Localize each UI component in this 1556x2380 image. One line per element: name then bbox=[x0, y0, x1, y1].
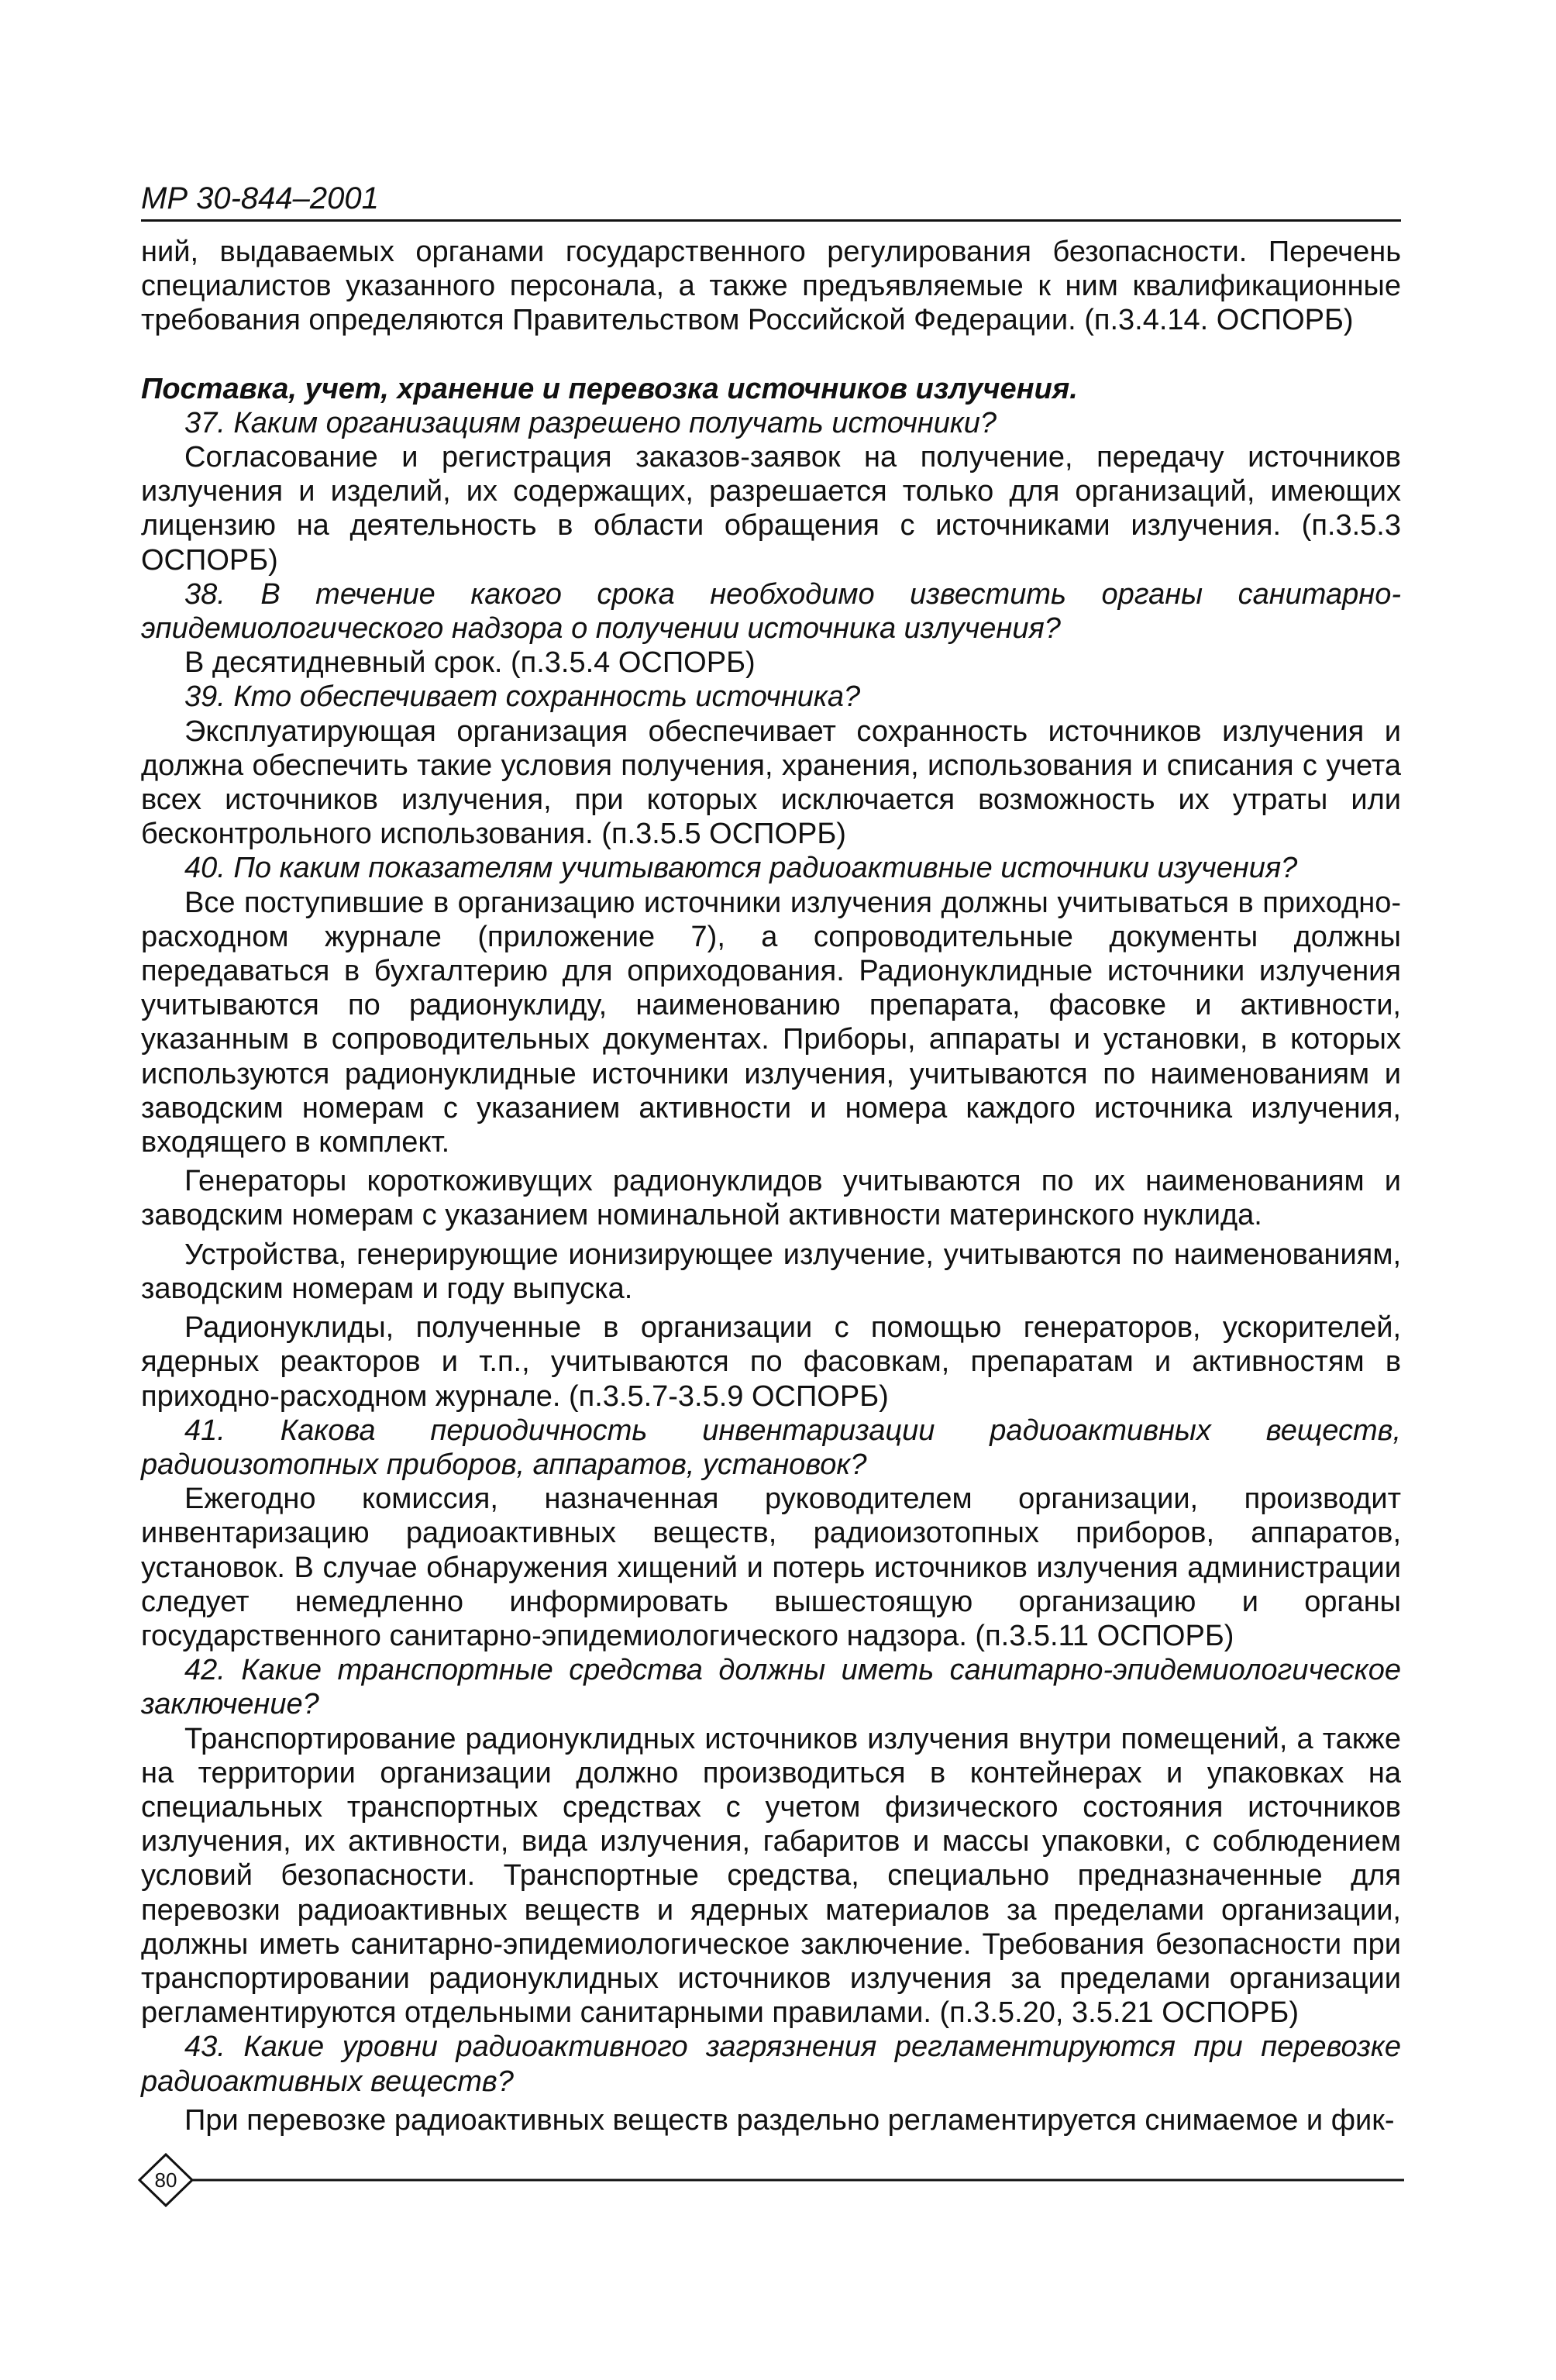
answer-paragraph: Согласование и регистрация заказов-заявок на получение, передачу источников излучения и изделий, их содержащих, разрешается только для организаций, имеющих лицензию на деятельность в области обращения с источниками излучения. (п.3.5.3 ОСПОРБ) bbox=[141, 441, 1401, 577]
question: 38. В течение какого срока необходимо известить органы санитарно-эпидемиологического надзора о получении источника излучения? bbox=[141, 577, 1401, 646]
answer-paragraph: Транспортирование радионуклидных источников излучения внутри помещений, а также на территории организации должно производиться в контейнерах и упаковках на специальных транспортных средствах с учетом физического состояния источников излучения, их активности, вида излучения, габаритов и массы упаковки, с соблюдением условий безопасности. Транспортные средства, специально предназначенные для перевозки радиоактивных веществ и ядерных материалов за пределами организации, должны иметь санитарно-эпидемиологическое заключение. Требования безопасности при транспортировании радионуклидных источников излучения за пределами организации регламентируются отдельными санитарными правилами. (п.3.5.20, 3.5.21 ОСПОРБ) bbox=[141, 1722, 1401, 2030]
body-text bbox=[141, 235, 1401, 2137]
paragraph: ний, выдаваемых органами государственного регулирования безопасности. Перечень специалистов указанного персонала, а также предъявляемые к ним квалификационные требования определяются Правительством Российской Федерации. (п.3.4.14. ОСПОРБ) bbox=[141, 236, 1401, 337]
page-footer bbox=[138, 2153, 1404, 2207]
answer-paragraph: При перевозке радиоактивных веществ раздельно регламентируется снимаемое и фик- bbox=[184, 2103, 1395, 2137]
answer-paragraph: Ежегодно комиссия, назначенная руководителем организации, производит инвентаризацию радиоактивных веществ, радиоизотопных приборов, аппаратов, установок. В случае обнаружения хищений и потерь источников излучения администрации следует немедленно информировать вышестоящую организацию и органы государственного санитарно-эпидемиологического надзора. (п.3.5.11 ОСПОРБ) bbox=[141, 1483, 1401, 1652]
page-number: 80 bbox=[154, 2168, 177, 2192]
header-divider bbox=[141, 219, 1401, 222]
answer-paragraph: В десятидневный срок. (п.3.5.4 ОСПОРБ) bbox=[184, 646, 756, 680]
answer-paragraph: Эксплуатирующая организация обеспечивает сохранность источников излучения и должна обеспечить такие условия получения, хранения, использования и списания с учета всех источников излучения, при которых исключается возможность их утраты или бесконтрольного использования. (п.3.5.5 ОСПОРБ) bbox=[141, 715, 1401, 851]
question: 40. По каким показателям учитываются радиоактивные источники изучения? bbox=[184, 852, 1298, 885]
question: 37. Каким организациям разрешено получать источники? bbox=[184, 406, 997, 439]
section-heading: Поставка, учет, хранение и перевозка источников излучения. bbox=[141, 372, 1078, 405]
answer-paragraph: Все поступившие в организацию источники излучения должны учитываться в приходно-расходном журнале (приложение 7), а сопроводительные документы должны передаваться в бухгалтерию для оприходования. Радионуклидные источники излучения учитываются по радионуклиду, наименованию препарата, фасовке и активности, указанным в сопроводительных документах. Приборы, аппараты и установки, в которых используются радионуклидные источники излучения, учитываются по наименованиям и заводским номерам с указанием активности и номера каждого источника излучения, входящего в комплект. bbox=[141, 886, 1401, 1159]
question: 41. Какова периодичность инвентаризации радиоактивных веществ, радиоизотопных приборов, аппаратов, установок? bbox=[141, 1414, 1401, 1481]
question: 43. Какие уровни радиоактивного загрязнения регламентируются при перевозке радиоактивных веществ? bbox=[141, 2030, 1401, 2098]
document-code: МР 30-844–2001 bbox=[141, 181, 379, 215]
answer-paragraph: Устройства, генерирующие ионизирующее излучение, учитываются по наименованиям, заводским номерам и году выпуска. bbox=[141, 1238, 1401, 1305]
question: 42. Какие транспортные средства должны иметь санитарно-эпидемиологическое заключение? bbox=[141, 1654, 1401, 1721]
answer-paragraph: Генераторы короткоживущих радионуклидов учитываются по их наименованиям и заводским номерам с указанием номинальной активности материнского нуклида. bbox=[141, 1165, 1401, 1232]
page-number-diamond-icon bbox=[138, 2153, 1404, 2207]
answer-paragraph: Радионуклиды, полученные в организации с помощью генераторов, ускорителей, ядерных реакторов и т.п., учитываются по фасовкам, препаратам и активностям в приходно-расходном журнале. (п.3.5.7-3.5.9 ОСПОРБ) bbox=[141, 1311, 1401, 1413]
question: 39. Кто обеспечивает сохранность источника? bbox=[184, 680, 861, 714]
